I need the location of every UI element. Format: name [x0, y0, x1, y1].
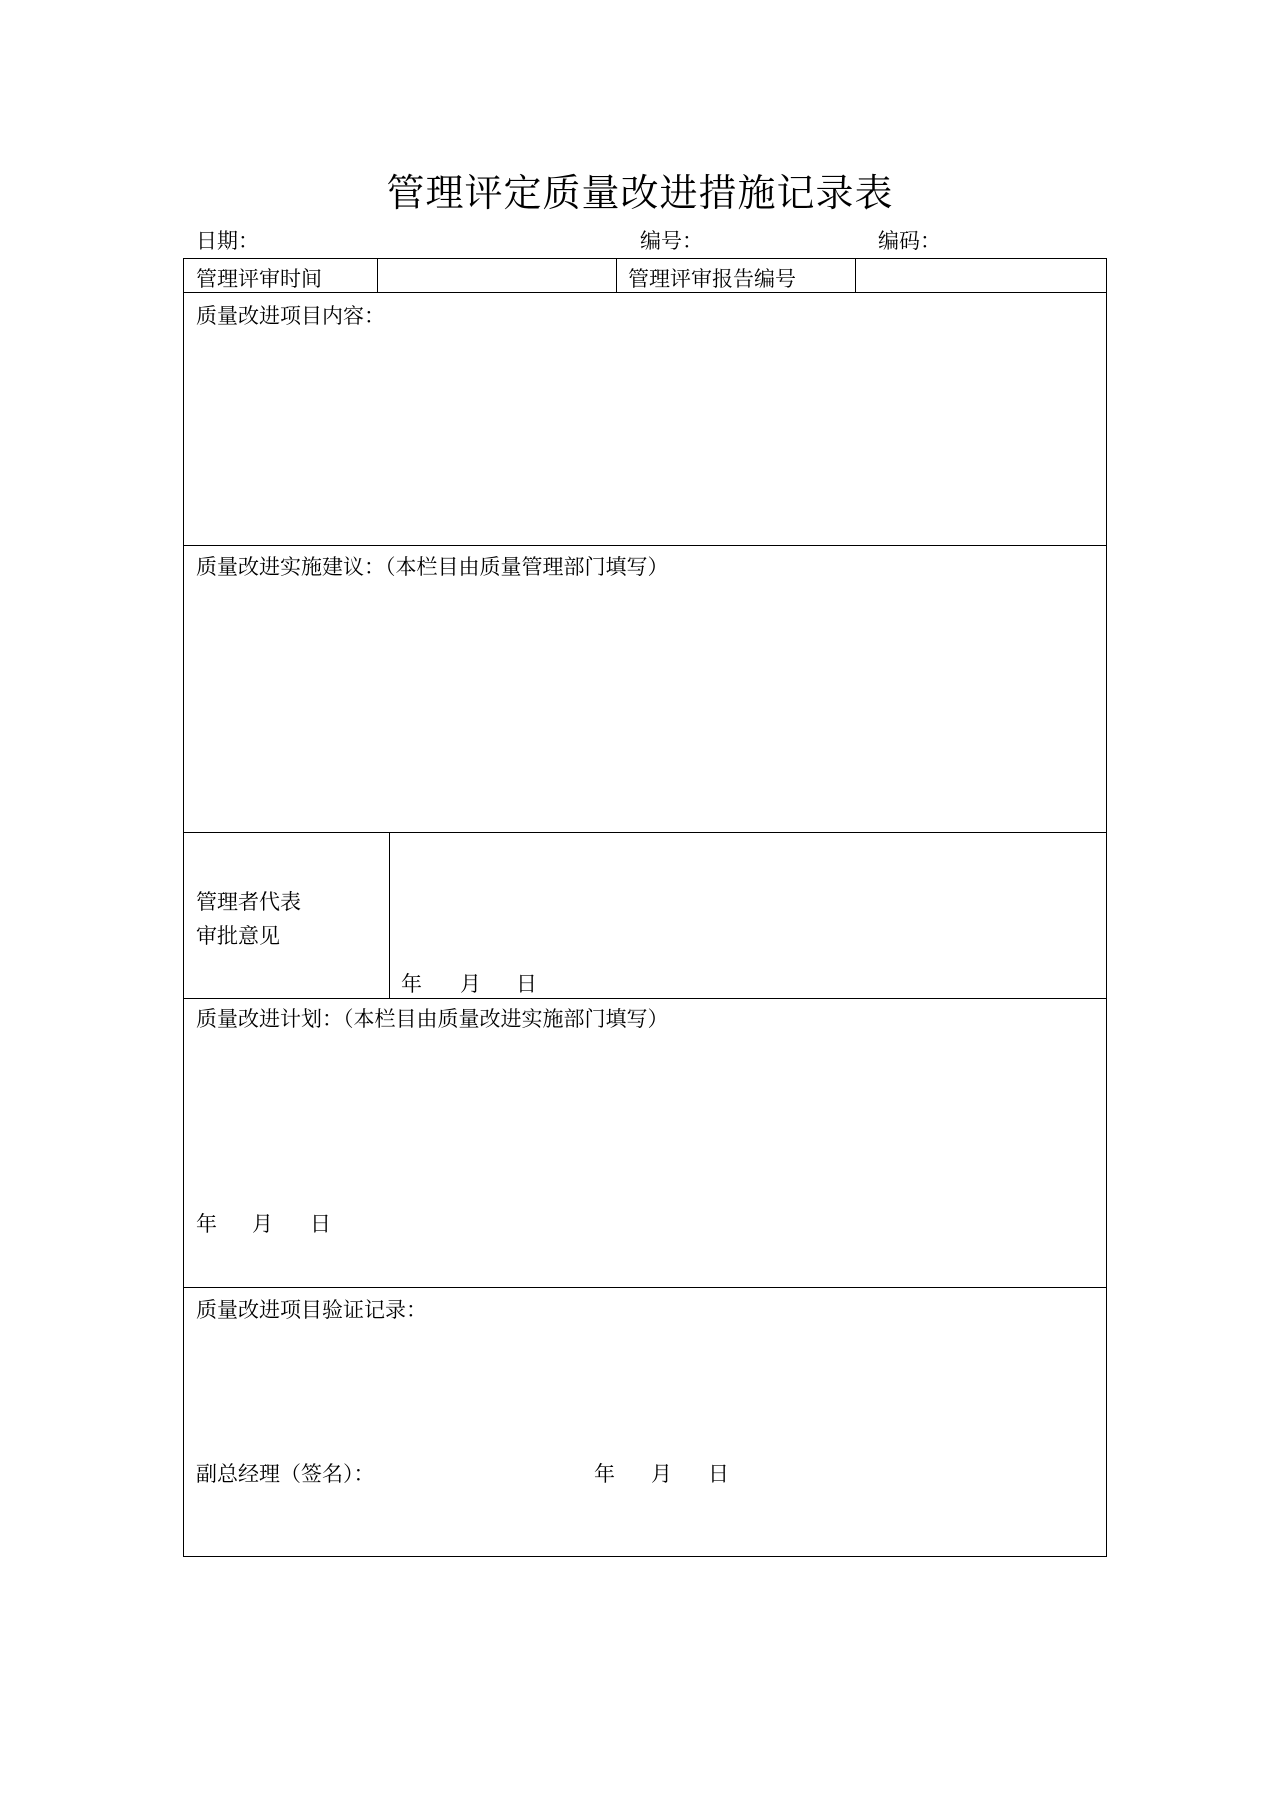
- table-border-top: [183, 258, 1107, 259]
- table-border-right: [1106, 258, 1107, 1557]
- signer-label: 副总经理（签名）：: [196, 1462, 375, 1486]
- code-label: 编码：: [878, 229, 941, 253]
- plan-label: 质量改进计划：（本栏目由质量改进实施部门填写）: [196, 1007, 669, 1031]
- table-border-bottom: [183, 1556, 1107, 1557]
- column-separator: [616, 258, 617, 293]
- suggestion-label: 质量改进实施建议：（本栏目由质量管理部门填写）: [196, 555, 669, 579]
- approval-year: 年: [401, 972, 422, 996]
- plan-day: 日: [310, 1212, 331, 1236]
- approval-label-line1: 管理者代表: [196, 890, 301, 914]
- row-separator: [183, 998, 1107, 999]
- verification-label: 质量改进项目验证记录：: [196, 1298, 427, 1322]
- number-label: 编号：: [640, 229, 703, 253]
- review-time-label: 管理评审时间: [196, 267, 322, 291]
- column-separator: [377, 258, 378, 293]
- date-label: 日期：: [196, 229, 259, 253]
- report-number-label: 管理评审报告编号: [628, 267, 796, 291]
- plan-year: 年: [196, 1212, 217, 1236]
- verification-year: 年: [594, 1462, 615, 1486]
- table-border-left: [183, 258, 184, 1557]
- column-separator: [389, 832, 390, 999]
- page-title: 管理评定质量改进措施记录表: [386, 171, 894, 215]
- content-label: 质量改进项目内容：: [196, 304, 385, 328]
- row-separator: [183, 545, 1107, 546]
- column-separator: [855, 258, 856, 293]
- verification-month: 月: [651, 1462, 672, 1486]
- row-separator: [183, 1287, 1107, 1288]
- approval-day: 日: [516, 972, 537, 996]
- approval-label-line2: 审批意见: [196, 924, 280, 948]
- row-separator: [183, 832, 1107, 833]
- approval-month: 月: [460, 972, 481, 996]
- verification-day: 日: [708, 1462, 729, 1486]
- plan-month: 月: [252, 1212, 273, 1236]
